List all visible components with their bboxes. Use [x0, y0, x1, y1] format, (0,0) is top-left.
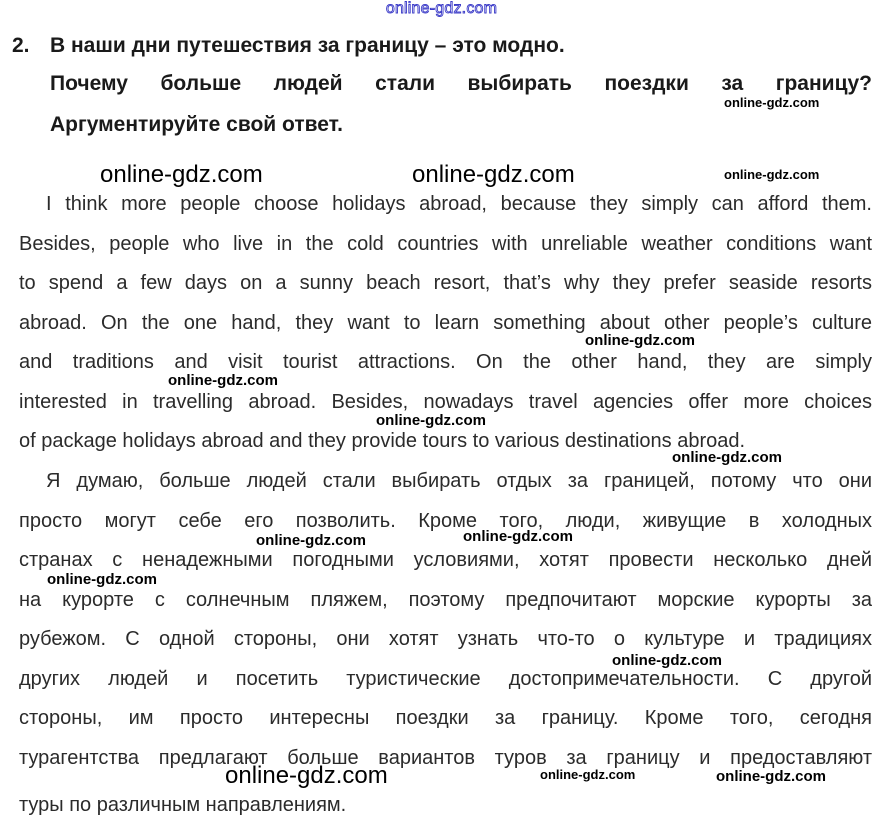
russian-line: стороны, им просто интересны поездки за границу. Кроме того, сегодня [19, 707, 872, 729]
russian-line: Я думаю, больше людей стали выбирать отдых за границей, потому что они [46, 470, 872, 492]
english-line: of package holidays abroad and they provide tours to various destinations abroad. [19, 430, 746, 452]
english-line: interested in travelling abroad. Besides, nowadays travel agencies offer more choices [19, 391, 872, 413]
task-instruction: Аргументируйте свой ответ. [50, 113, 343, 136]
russian-line: других людей и посетить туристические достопримечательности. С другой [19, 668, 872, 690]
english-line: abroad. On the one hand, they want to learn something about other people’s culture [19, 312, 872, 334]
english-line: to spend a few days on a sunny beach resort, that’s why they prefer seaside resorts [19, 272, 872, 294]
watermark: online-gdz.com [225, 762, 388, 789]
russian-line: рубежом. С одной стороны, они хотят узнать что-то о культуре и традициях [19, 628, 872, 650]
russian-line: странах с ненадежными погодными условиями, хотят провести несколько дней [19, 549, 872, 571]
russian-line: турагентства предлагают больше вариантов туров за границу и предоставляют [19, 747, 872, 769]
watermark: online-gdz.com [612, 652, 722, 669]
russian-line: на курорте с солнечным пляжем, поэтому предпочитают морские курорты за [19, 589, 872, 611]
watermark: online-gdz.com [168, 372, 278, 389]
watermark: online-gdz.com [585, 332, 695, 349]
watermark: online-gdz.com [256, 532, 366, 549]
watermark: online-gdz.com [412, 161, 575, 188]
watermark: online-gdz.com [47, 571, 157, 588]
watermark: online-gdz.com [100, 161, 263, 188]
watermark: online-gdz.com [716, 768, 826, 785]
english-line: I think more people choose holidays abroad, because they simply can afford them. [46, 193, 872, 215]
watermark: online-gdz.com [724, 167, 820, 182]
watermark: online-gdz.com [463, 528, 573, 545]
task-number: 2. [12, 34, 30, 57]
site-header-watermark: online-gdz.com [385, 0, 498, 17]
english-line: and traditions and visit tourist attractions. On the other hand, they are simply [19, 351, 872, 373]
task-question: Почему больше людей стали выбирать поездки за границу? [50, 72, 872, 95]
watermark: online-gdz.com [672, 449, 782, 466]
task-title: В наши дни путешествия за границу – это модно. [50, 34, 565, 57]
watermark: online-gdz.com [540, 767, 636, 782]
russian-line: туры по различным направлениям. [19, 794, 347, 816]
watermark: online-gdz.com [376, 412, 486, 429]
watermark: online-gdz.com [724, 95, 820, 110]
russian-line: просто могут себе его позволить. Кроме того, люди, живущие в холодных [19, 510, 872, 532]
english-line: Besides, people who live in the cold countries with unreliable weather conditions want [19, 233, 872, 255]
